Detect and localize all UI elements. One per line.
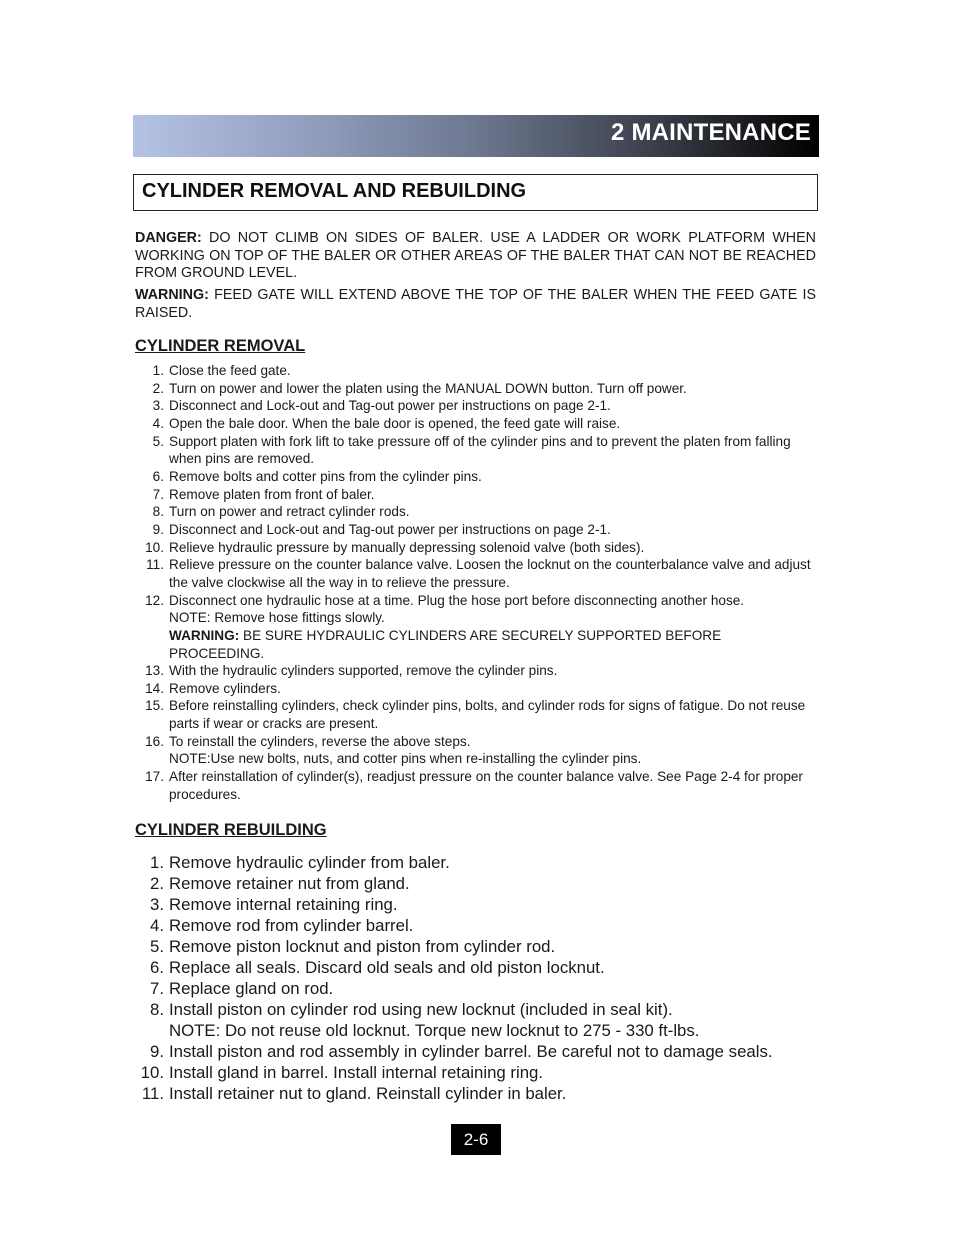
step-number: 10. [140,1063,164,1082]
step-text: Install retainer nut to gland. Reinstall cylinder in baler. [169,1084,567,1103]
step-number: 1. [152,363,164,378]
step-number: 2. [152,380,164,396]
step-text: Disconnect and Lock-out and Tag-out power per instructions on page 2-1. [169,398,611,414]
list-item [150,936,819,957]
list-item [152,397,819,415]
list-item [145,768,819,803]
step-note: NOTE: Remove hose fittings slowly. [169,610,385,626]
step-number: 6. [152,468,164,484]
list-item [150,873,819,894]
page-number: 2-6 [451,1124,501,1155]
step-number: 3. [152,398,164,414]
list-item [145,680,819,698]
step-number: 5. [150,937,164,956]
step-number: 16. [145,733,164,749]
list-item [152,486,819,504]
step-number: 15. [145,698,164,714]
step-text: Support platen with fork lift to take pressure off of the cylinder pins and to prevent the platen from falling when pins are removed. [169,433,791,467]
step-number: 4. [152,415,164,431]
step-warning [169,627,819,662]
step-text: Install piston and rod assembly in cylinder barrel. Be careful not to damage seals. [169,1042,773,1061]
step-text: Relieve hydraulic pressure by manually depressing solenoid valve (both sides). [169,539,645,555]
step-text: Remove rod from cylinder barrel. [169,916,414,935]
list-item [145,539,819,557]
step-text: Relieve pressure on the counter balance valve. Loosen the locknut on the counterbalance valve and adjust the valve clockwise all the way in to relieve the pressure. [169,557,811,590]
step-text: Replace all seals. Discard old seals and old piston locknut. [169,958,605,977]
danger-text: DO NOT CLIMB ON SIDES OF BALER. USE A LADDER OR WORK PLATFORM WHEN WORKING ON TOP OF THE BALER OR OTHER AREAS OF THE BALER THAT CAN NOT BE REACHED FROM GROUND LEVEL. [135,230,816,281]
list-item [152,415,819,433]
step-note: NOTE:Use new bolts, nuts, and cotter pins when re-installing the cylinder pins. [169,751,642,767]
step-text: To reinstall the cylinders, reverse the above steps. [169,733,471,749]
step-note: NOTE: Do not reuse old locknut. Torque new locknut to 275 - 330 ft-lbs. [169,1021,700,1040]
step-number: 13. [145,663,164,679]
list-item [150,852,819,873]
list-item [152,521,819,539]
step-text: With the hydraulic cylinders supported, remove the cylinder pins. [169,663,558,679]
step-text: Open the bale door. When the bale door is opened, the feed gate will raise. [169,415,621,431]
warning-text: FEED GATE WILL EXTEND ABOVE THE TOP OF THE BALER WHEN THE FEED GATE IS RAISED. [135,287,816,321]
step-text: Remove bolts and cotter pins from the cylinder pins. [169,468,482,484]
list-item [152,362,819,380]
step-text: Remove platen from front of baler. [169,486,375,502]
step-text: Remove hydraulic cylinder from baler. [169,853,450,872]
step-text: Install gland in barrel. Install internal retaining ring. [169,1063,544,1082]
step-number: 9. [150,1042,164,1061]
step-text: Turn on power and lower the platen using the MANUAL DOWN button. Turn off power. [169,380,687,396]
list-item [145,662,819,680]
step-text: Disconnect and Lock-out and Tag-out power per instructions on page 2-1. [169,521,611,537]
list-item [145,697,819,732]
step-warning-label: WARNING: [169,627,240,643]
step-number: 3. [150,895,164,914]
list-item [150,894,819,915]
step-number: 5. [152,433,164,449]
danger-notice [135,230,816,283]
step-text: After reinstallation of cylinder(s), readjust pressure on the counter balance valve. See Page 2-4 for proper procedures. [169,769,803,802]
list-item [141,1083,819,1104]
step-text: Replace gland on rod. [169,979,334,998]
list-item [152,468,819,486]
step-text: Remove cylinders. [169,680,281,696]
step-number: 9. [152,521,164,537]
step-text: Turn on power and retract cylinder rods. [169,504,410,520]
step-number: 6. [150,958,164,977]
step-number: 4. [150,916,164,935]
list-item [145,592,819,663]
cylinder-removal-steps [145,362,819,803]
step-number: 7. [152,486,164,502]
step-text: Before reinstalling cylinders, check cylinder pins, bolts, and cylinder rods for signs of fatigue. Do not reuse parts if wear or cracks are present. [169,698,806,732]
list-item [150,1041,819,1062]
cylinder-rebuilding-heading: CYLINDER REBUILDING [135,821,327,839]
step-number: 11. [141,1084,164,1103]
list-item [152,433,819,468]
step-text: Remove internal retaining ring. [169,895,398,914]
step-warning-text: BE SURE HYDRAULIC CYLINDERS ARE SECURELY SUPPORTED BEFORE PROCEEDING. [169,627,722,661]
step-number: 14. [145,680,164,696]
step-number: 11. [146,557,164,573]
step-text: Disconnect one hydraulic hose at a time. Plug the hose port before disconnecting another hose. [169,592,745,608]
cylinder-rebuilding-steps [140,852,819,1104]
step-number: 12. [145,592,164,608]
warning-notice [135,287,816,322]
list-item [146,556,819,591]
list-item [152,380,819,398]
chapter-title: 2 MAINTENANCE [611,119,811,146]
list-item [145,733,819,768]
list-item [150,957,819,978]
list-item [140,1062,819,1083]
step-text: Remove piston locknut and piston from cylinder rod. [169,937,556,956]
step-text: Close the feed gate. [169,363,291,378]
step-number: 1. [150,853,164,872]
list-item [150,978,819,999]
danger-label: DANGER: [135,230,202,246]
step-text: Install piston on cylinder rod using new locknut (included in seal kit). [169,1000,673,1019]
list-item [152,503,819,521]
section-title-box [133,174,818,211]
step-number: 2. [150,874,164,893]
step-number: 7. [150,979,164,998]
step-number: 8. [150,1000,164,1019]
list-item [150,915,819,936]
warning-label: WARNING: [135,287,209,303]
step-number: 17. [145,769,164,785]
section-title: CYLINDER REMOVAL AND REBUILDING [142,180,527,202]
cylinder-removal-heading: CYLINDER REMOVAL [135,337,306,355]
step-text: Remove retainer nut from gland. [169,874,410,893]
list-item [150,999,819,1041]
step-number: 10. [145,539,164,555]
chapter-banner [133,115,819,157]
step-number: 8. [152,504,164,520]
